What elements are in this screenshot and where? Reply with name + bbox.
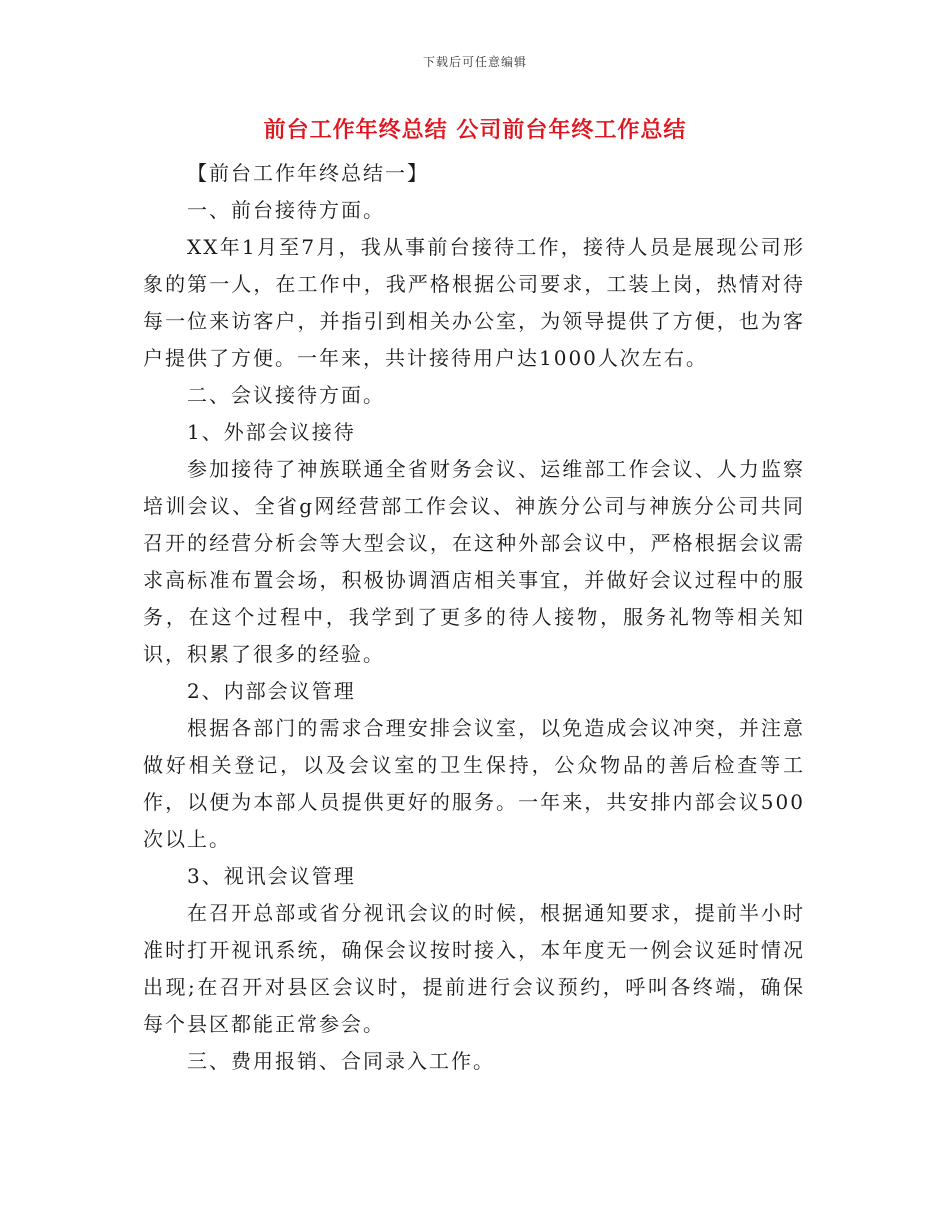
subsection-heading: 3、视讯会议管理 (187, 864, 356, 888)
subsection-heading: 2、内部会议管理 (187, 679, 356, 703)
document-body (143, 155, 805, 1080)
body-paragraph: XX年1月至7月，我从事前台接待工作，接待人员是展现公司形象的第一人，在工作中，我严格根据公司要求，工装上岗，热情对待每一位来访客户，并指引到相关办公室，为领导提供了方便，也为客户提供了方便。一年来，共计接待用户达1000人次左右。 (143, 235, 805, 370)
body-paragraph: 根据各部门的需求合理安排会议室，以免造成会议冲突，并注意做好相关登记，以及会议室的卫生保持，公众物品的善后检查等工作，以便为本部人员提供更好的服务。一年来，共安排内部会议500次以上。 (143, 716, 805, 851)
subsection-heading: 1、外部会议接待 (187, 420, 356, 444)
section-heading: 三、费用报销、合同录入工作。 (187, 1049, 495, 1073)
section-heading: 二、会议接待方面。 (187, 383, 385, 407)
body-paragraph: 在召开总部或省分视讯会议的时候，根据通知要求，提前半小时准时打开视讯系统，确保会议按时接入，本年度无一例会议延时情况出现;在召开对县区会议时，提前进行会议预约，呼叫各终端，确保每个县区都能正常参会。 (143, 901, 805, 1036)
section-heading: 【前台工作年终总结一】 (187, 161, 429, 185)
section-heading: 一、前台接待方面。 (187, 198, 385, 222)
header-note: 下载后可任意编辑 (422, 55, 527, 69)
document-title: 前台工作年终总结 公司前台年终工作总结 (263, 118, 687, 143)
body-paragraph: 参加接待了神族联通全省财务会议、运维部工作会议、人力监察培训会议、全省g网经营部工作会议、神族分公司与神族分公司共同召开的经营分析会等大型会议，在这种外部会议中，严格根据会议需求高标准布置会场，积极协调酒店相关事宜，并做好会议过程中的服务，在这个过程中，我学到了更多的待人接物，服务礼物等相关知识，积累了很多的经验。 (143, 457, 805, 666)
